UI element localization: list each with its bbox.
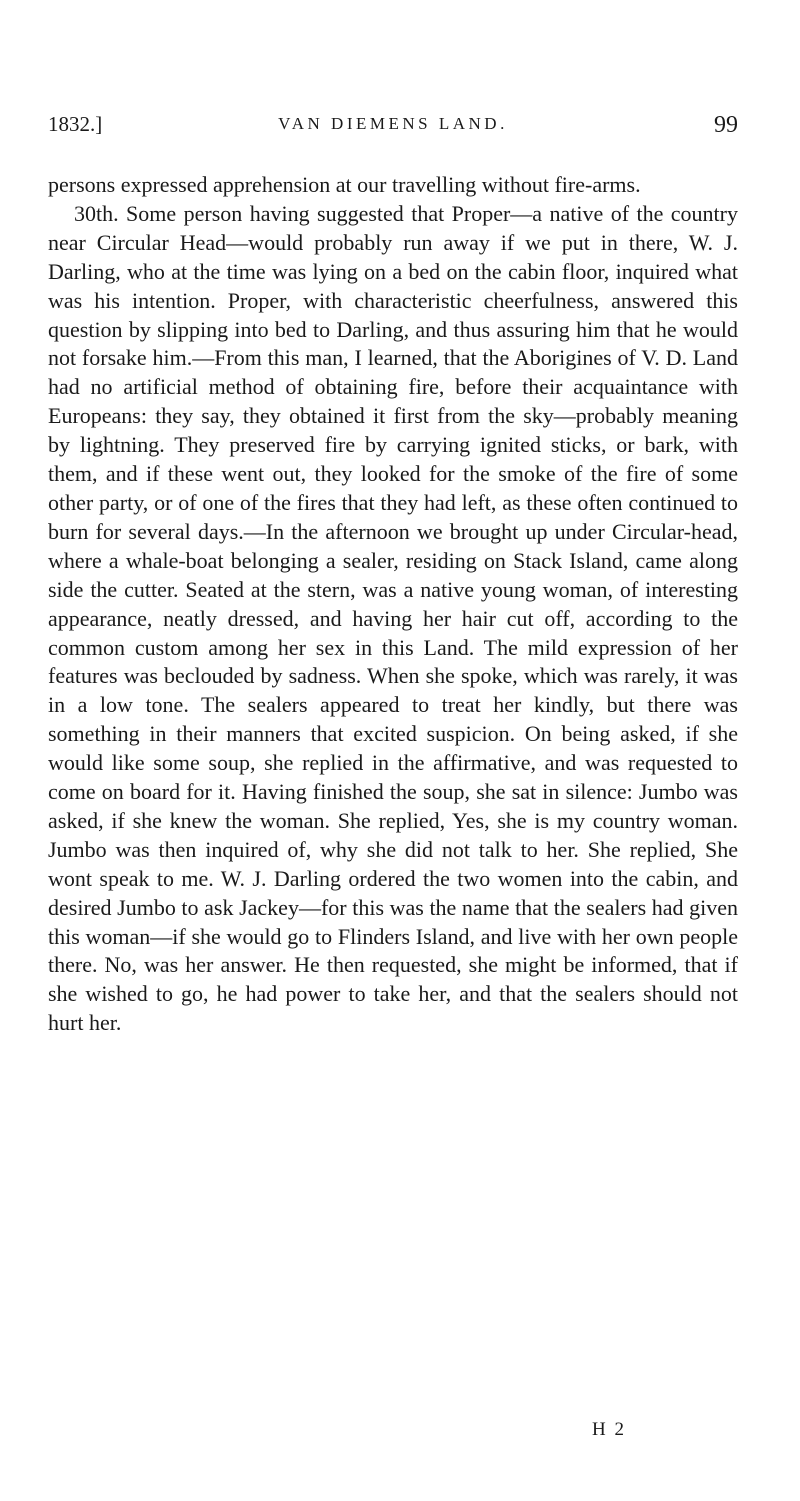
running-head-year: 1832.] [48, 112, 103, 136]
paragraph-entry-30th: 30th. Some person having suggested that Proper—a native of the country near Circular Head—would probably run away if we put in there, W. J. Darling, who at the time was lying on a bed on the cabin floor, inquired what was his intention. Proper, with characteristic cheerfulness, answered this question by slipping into bed to Darling, and thus assuring him that he would not forsake him.—From this man, I learned, that the Aborigines of V. D. Land had no artificial method of obtaining fire, before their acquaintance with Europeans: they say, they obtained it first from the sky—probably meaning by lightning. They preserved fire by carrying ignited sticks, or bark, with them, and if these went out, they looked for the smoke of the fire of some other party, or of one of the fires that they had left, as these often continued to burn for several days.—In the afternoon we brought up under Circular-head, where a whale-boat belonging a sealer, residing on Stack Island, came along side the cutter. Seated at the stern, was a native young woman, of interesting appearance, neatly dressed, and having her hair cut off, according to the common custom among her sex in this Land. The mild expression of her features was beclouded by sadness. When she spoke, which was rarely, it was in a low tone. The sealers appeared to treat her kindly, but there was something in their manners that excited suspicion. On being asked, if she would like some soup, she replied in the affirmative, and was requested to come on board for it. Having finished the soup, she sat in silence: Jumbo was asked, if she knew the woman. She replied, Yes, she is my country woman. Jumbo was then inquired of, why she did not talk to her. She replied, She wont speak to me. W. J. Darling ordered the two women into the cabin, and desired Jumbo to ask Jackey—for this was the name that the sealers had given this woman—if she would go to Flinders Island, and live with her own people there. No, was her answer. He then requested, she might be informed, that if she wished to go, he had power to take her, and that the sealers should not hurt her. [48, 200, 738, 1036]
paragraph-continuation: persons expressed apprehension at our travelling without fire-arms. [48, 172, 641, 197]
page-number: 99 [714, 112, 738, 138]
running-head [48, 112, 738, 146]
running-head-title: VAN DIEMENS LAND. [278, 114, 508, 133]
signature-mark: H 2 [592, 1419, 626, 1440]
body-text [48, 171, 738, 1038]
